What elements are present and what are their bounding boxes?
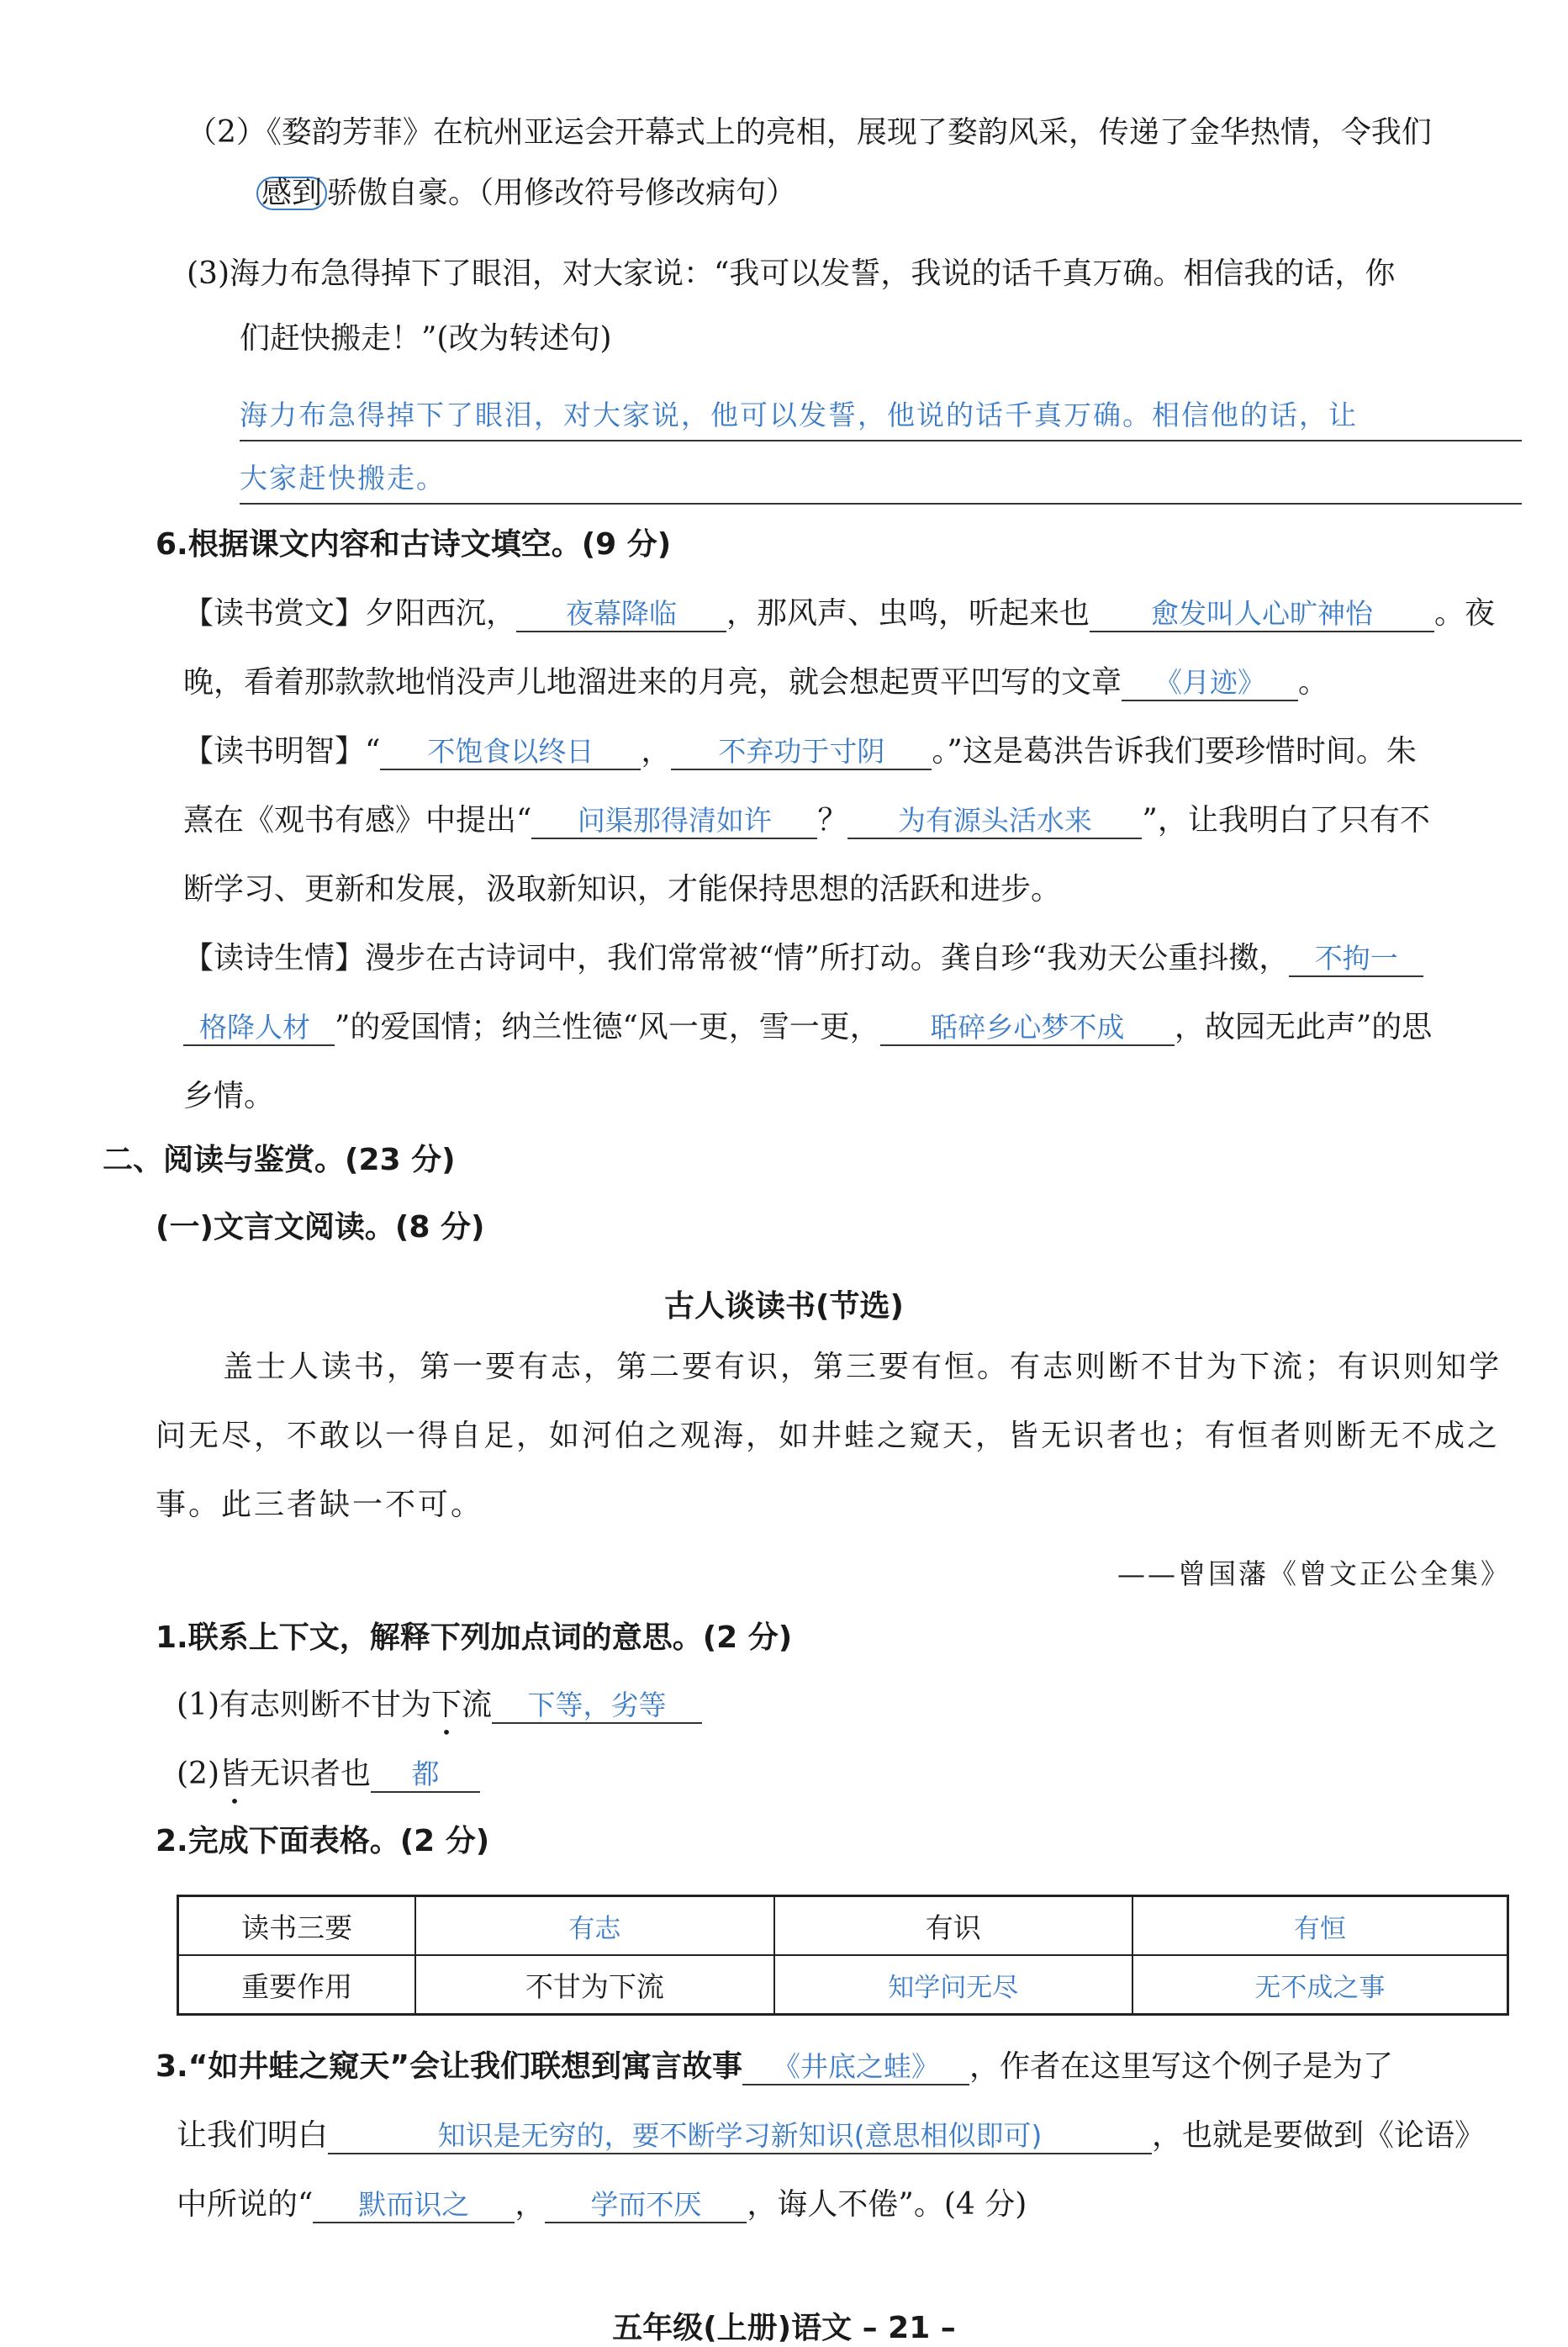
q5-item3-answer-line2: 大家赶快搬走。 bbox=[240, 457, 1522, 505]
q5-item2-text-rest: 骄傲自豪。（用修改符号修改病句） bbox=[327, 176, 797, 210]
table-cell: 有识 bbox=[774, 1896, 1132, 1956]
q1-item2-post: 无识者也 bbox=[250, 1757, 372, 1791]
emphasis-dot-char: 下 bbox=[431, 1688, 462, 1722]
q6-r2-text6: 断学习、更新和发展，汲取新知识，才能保持思想的活跃和进步。 bbox=[183, 872, 1062, 907]
q6-r1-answer1: 夜幕降临 bbox=[516, 600, 726, 632]
q3-answer2: 知识是无穷的，要不断学习新知识(意思相似即可) bbox=[328, 2122, 1152, 2154]
q6-r3-answer1b: 格降人材 bbox=[183, 1013, 335, 1046]
q5-item3-answer-line1: 海力布急得掉下了眼泪，对大家说，他可以发誓，他说的话千真万确。相信他的话，让 bbox=[240, 394, 1522, 441]
q6-r1-answer2: 愈发叫人心旷神怡 bbox=[1090, 600, 1434, 632]
q6-r1-label: 【读书赏文】夕阳西沉， bbox=[183, 596, 517, 631]
table-cell: 重要作用 bbox=[178, 1955, 416, 2015]
q1-item1 bbox=[177, 1690, 702, 1724]
correction-circle: 感到 bbox=[256, 177, 327, 210]
table-cell: 不甘为下流 bbox=[415, 1955, 773, 2015]
q3-line2 bbox=[177, 2118, 1486, 2154]
q6-r1-answer3: 《月迹》 bbox=[1122, 669, 1298, 701]
q6-r2-text4: ？ bbox=[817, 803, 848, 838]
part2-heading: 二、阅读与鉴赏。(23 分) bbox=[103, 1143, 456, 1177]
q6-row1-line2 bbox=[183, 665, 1329, 701]
q3-text-a: 3.“如井蛙之窥天”会让我们联想到寓言故事 bbox=[156, 2049, 743, 2084]
table-row bbox=[178, 1955, 1508, 2015]
q6-r2-answer3: 问渠那得清如许 bbox=[531, 806, 817, 839]
q5-item2-line2 bbox=[256, 177, 796, 210]
q6-r3-answer2: 聒碎乡心梦不成 bbox=[880, 1013, 1175, 1046]
q5-item3-text-b: 们赶快搬走！”(改为转述句) bbox=[240, 321, 612, 356]
passage-source: ——曾国藩《曾文正公全集》 bbox=[1117, 1557, 1511, 1590]
q1-item1-answer: 下等，劣等 bbox=[492, 1691, 702, 1724]
table-cell: 读书三要 bbox=[178, 1896, 416, 1956]
passage-line2: 问无尽，不敢以一得自足，如河伯之观海，如井蛙之窥天，皆无识者也；有恒者则断无不成之 bbox=[156, 1419, 1501, 1453]
q6-row3-line3 bbox=[183, 1081, 274, 1112]
q1-item2-pre: (2) bbox=[177, 1757, 219, 1791]
q6-r2-answer2: 不弃功于寸阴 bbox=[671, 737, 932, 770]
q3-text-e: 中所说的“ bbox=[177, 2187, 314, 2222]
q6-row2-line2 bbox=[183, 803, 1430, 839]
q6-r2-text3: 熹在《观书有感》中提出“ bbox=[183, 803, 532, 838]
q1-item1-post: 流 bbox=[462, 1688, 493, 1722]
table-cell-answer: 有志 bbox=[415, 1896, 773, 1956]
q6-r2-answer4: 为有源头活水来 bbox=[847, 806, 1142, 839]
q6-row3-line2 bbox=[183, 1012, 1432, 1046]
part2-subheading: (一)文言文阅读。(8 分) bbox=[156, 1210, 485, 1245]
q3-answer3: 默而识之 bbox=[313, 2191, 515, 2223]
q6-r2-answer1: 不饱食以终日 bbox=[380, 737, 641, 770]
passage-line1: 盖士人读书，第一要有志，第二要有识，第三要有恒。有志则断不甘为下流；有识则知学 bbox=[223, 1350, 1502, 1384]
q6-r3-label: 【读诗生情】漫步在古诗词中，我们常常被“情”所打动。龚自珍“我劝天公重抖擞， bbox=[183, 941, 1290, 975]
table-cell-answer: 知学问无尽 bbox=[774, 1955, 1132, 2015]
q3-text-b: ，作者在这里写这个例子是为了 bbox=[969, 2049, 1394, 2084]
q6-r1-text4: 。 bbox=[1298, 665, 1329, 700]
q6-r3-text2: ，故园无此声”的思 bbox=[1174, 1010, 1433, 1044]
q6-r2-text2: 。”这是葛洪告诉我们要珍惜时间。朱 bbox=[932, 734, 1417, 769]
emphasis-dot-char: 皆 bbox=[219, 1757, 251, 1791]
q3-text-c: 让我们明白 bbox=[177, 2118, 329, 2153]
q3-text-d: ，也就是要做到《论语》 bbox=[1152, 2118, 1486, 2153]
q3-text-f: ， bbox=[515, 2187, 546, 2222]
q1-item2-answer: 都 bbox=[371, 1760, 480, 1793]
q2-heading: 2.完成下面表格。(2 分) bbox=[156, 1824, 490, 1858]
page-footer: 五年级(上册)语文 – 21 – bbox=[612, 2311, 956, 2345]
q6-heading: 6.根据课文内容和古诗文填空。(9 分) bbox=[156, 527, 672, 562]
q6-row3-line1 bbox=[183, 941, 1423, 977]
q6-row2-line1 bbox=[183, 734, 1417, 770]
q6-r2-text1: ， bbox=[641, 734, 672, 769]
q5-item3-line2 bbox=[240, 321, 612, 356]
table-row bbox=[178, 1896, 1508, 1956]
q5-item2-line1 bbox=[187, 115, 1432, 150]
q1-heading: 1.联系上下文，解释下列加点词的意思。(2 分) bbox=[156, 1620, 793, 1655]
q5-item3-line1 bbox=[187, 256, 1396, 291]
q3-text-g: ，诲人不倦”。(4 分) bbox=[747, 2187, 1027, 2222]
q3-line1 bbox=[156, 2049, 1394, 2085]
table-cell-answer: 有恒 bbox=[1132, 1896, 1508, 1956]
q1-item2 bbox=[177, 1759, 480, 1793]
q1-item1-pre: (1)有志则断不甘为 bbox=[177, 1688, 431, 1722]
q6-r3-text3: 乡情。 bbox=[183, 1079, 275, 1113]
table-cell-answer: 无不成之事 bbox=[1132, 1955, 1508, 2015]
q6-r3-answer1a: 不拘一 bbox=[1289, 944, 1423, 977]
q3-answer1: 《井底之蛙》 bbox=[742, 2053, 969, 2085]
q5-item2-text: （2）《婺韵芳菲》在杭州亚运会开幕式上的亮相，展现了婺韵风采，传递了金华热情，令我们 bbox=[187, 115, 1432, 150]
q6-r1-text1: ，那风声、虫鸣，听起来也 bbox=[726, 596, 1090, 631]
q6-r1-text3: 晚，看着那款款地悄没声儿地溜进来的月亮，就会想起贾平凹写的文章 bbox=[183, 665, 1122, 700]
q6-r2-text5: ”，让我明白了只有不 bbox=[1142, 803, 1430, 838]
q6-row1-line1 bbox=[183, 596, 1496, 632]
q6-row2-line3 bbox=[183, 872, 1062, 907]
q6-r3-text1: ”的爱国情；纳兰性德“风一更，雪一更， bbox=[335, 1010, 880, 1044]
q5-item3-text: (3)海力布急得掉下了眼泪，对大家说：“我可以发誓，我说的话千真万确。相信我的话，你 bbox=[187, 256, 1396, 291]
q6-r2-label: 【读书明智】“ bbox=[183, 734, 381, 769]
q6-r1-text2: 。夜 bbox=[1434, 596, 1496, 631]
q3-line3 bbox=[177, 2187, 1027, 2223]
passage-title: 古人谈读书(节选) bbox=[664, 1289, 904, 1324]
q3-answer4: 学而不厌 bbox=[545, 2191, 747, 2223]
passage-line3: 事。此三者缺一不可。 bbox=[156, 1488, 484, 1522]
reading-table bbox=[177, 1895, 1509, 2016]
